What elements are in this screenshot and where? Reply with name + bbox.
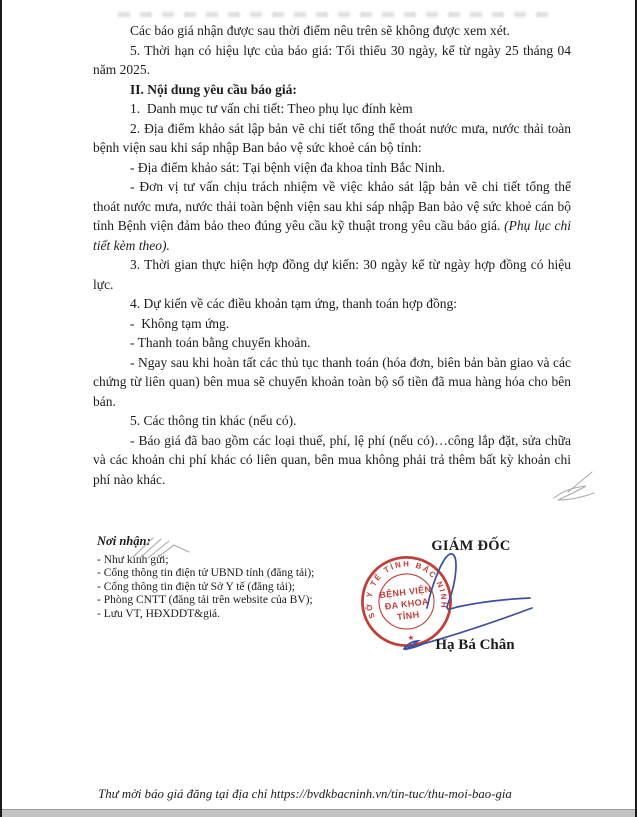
paragraph-item5-bullet1: - Báo giá đã bao gồm các loại thuế, phí, lệ phí (nếu có)…công lắp đặt, sửa chữa và các khoản chi phí khác có liên quan, bên mua không phải trả thêm bất kỳ khoản chi phí nào khác. <box>93 432 571 487</box>
recipient-item: - Cổng thông tin điện tử UBND tỉnh (đăng tải); <box>97 567 315 580</box>
bullet2-italic-note: (Phụ lục chi tiết kèm theo). <box>93 218 571 253</box>
paragraph-item1: 1. Danh mục tư vấn chi tiết: Theo phụ lục đính kèm <box>130 101 413 116</box>
seal-center-line: TỈNH <box>396 609 421 623</box>
paragraph-validity: 5. Thời hạn có hiệu lực của báo giá: Tối thiểu 30 ngày, kể từ ngày 25 tháng 04 năm 2025. <box>93 42 571 77</box>
director-title: GIÁM ĐỐC <box>431 538 511 554</box>
paragraph-item3: 3. Thời gian thực hiện hợp đồng dự kiến: 30 ngày kể từ ngày hợp đồng có hiệu lực. <box>93 257 571 292</box>
document-body <box>93 21 571 489</box>
page-bottom-band <box>0 809 637 817</box>
paragraph-item5: 5. Các thông tin khác (nếu có). <box>130 413 297 428</box>
recipient-item: - Như kính gửi; <box>97 553 169 566</box>
pen-scribble-icon <box>548 468 600 510</box>
seal-ring-text: SỞ Y TẾ TỈNH BẮC NINH <box>364 559 449 620</box>
paragraph-item2-bullet1: - Địa điểm khảo sát: Tại bệnh viện đa khoa tỉnh Bắc Ninh. <box>130 159 446 175</box>
paragraph-item2: 2. Địa điểm khảo sát lập bản vẽ chi tiết tổng thể thoát nước mưa, nước thải toàn bệnh viện sau khi sáp nhập Ban bảo vệ sức khoẻ cán bộ tỉnh: <box>93 120 571 155</box>
seal-center-line: BỆNH VIỆN <box>378 583 432 601</box>
bullet2-main-text: - Đơn vị tư vấn chịu trách nhiệm về việc khảo sát lập bản vẽ chi tiết tổng thể thoát nước mưa, nước thải toàn bệnh viện sau khi sáp nhập Ban bảo vệ sức khoẻ cán bộ tỉnh Bệnh viện đảm bảo theo đúng yêu cầu kỹ thuật trong yêu cầu báo giá. <box>93 179 571 233</box>
seal-center-line: ĐA KHOA <box>384 596 430 612</box>
paragraph-item4: 4. Dự kiến về các điều khoản tạm ứng, thanh toán hợp đồng: <box>130 296 457 311</box>
signer-name: Hạ Bá Chân <box>435 637 515 653</box>
recipients-heading: Nơi nhận: <box>97 534 151 548</box>
recipient-item: - Lưu VT, HĐXDDT&giá. <box>97 607 221 620</box>
paragraph-item4-bullet1: - Không tạm ứng. <box>130 315 230 331</box>
cut-off-text-remnant <box>118 12 548 17</box>
pen-scribble-icon <box>127 533 195 561</box>
section-heading: II. Nội dung yêu cầu báo giá: <box>130 81 297 97</box>
paragraph-item4-bullet3: - Ngay sau khi hoàn tất các thủ tục thanh toán (hóa đơn, biên bản bàn giao và các chứng từ liên quan) bên mua sẽ chuyển khoản toàn bộ số tiền đã mua hàng hóa cho bên bán. <box>93 354 571 409</box>
paragraph-item4-bullet2: - Thanh toán bằng chuyển khoản. <box>130 335 311 350</box>
paragraph-intro: Các báo giá nhận được sau thời điểm nêu trên sẽ không được xem xét. <box>130 23 510 38</box>
footer-note: Thư mời báo giá đăng tại địa chỉ https://bvdkbacninh.vn/tin-tuc/thu-moi-bao-gia <box>98 787 512 801</box>
page-left-edge <box>0 0 2 817</box>
paragraph-item2-bullet2 <box>93 177 571 255</box>
seal-star-icon: ★ <box>407 634 415 643</box>
recipient-item: - Cổng thông tin điện tử Sở Y tế (đăng tải); <box>97 580 295 593</box>
recipient-item: - Phòng CNTT (đăng tải trên website của BV); <box>97 594 313 607</box>
